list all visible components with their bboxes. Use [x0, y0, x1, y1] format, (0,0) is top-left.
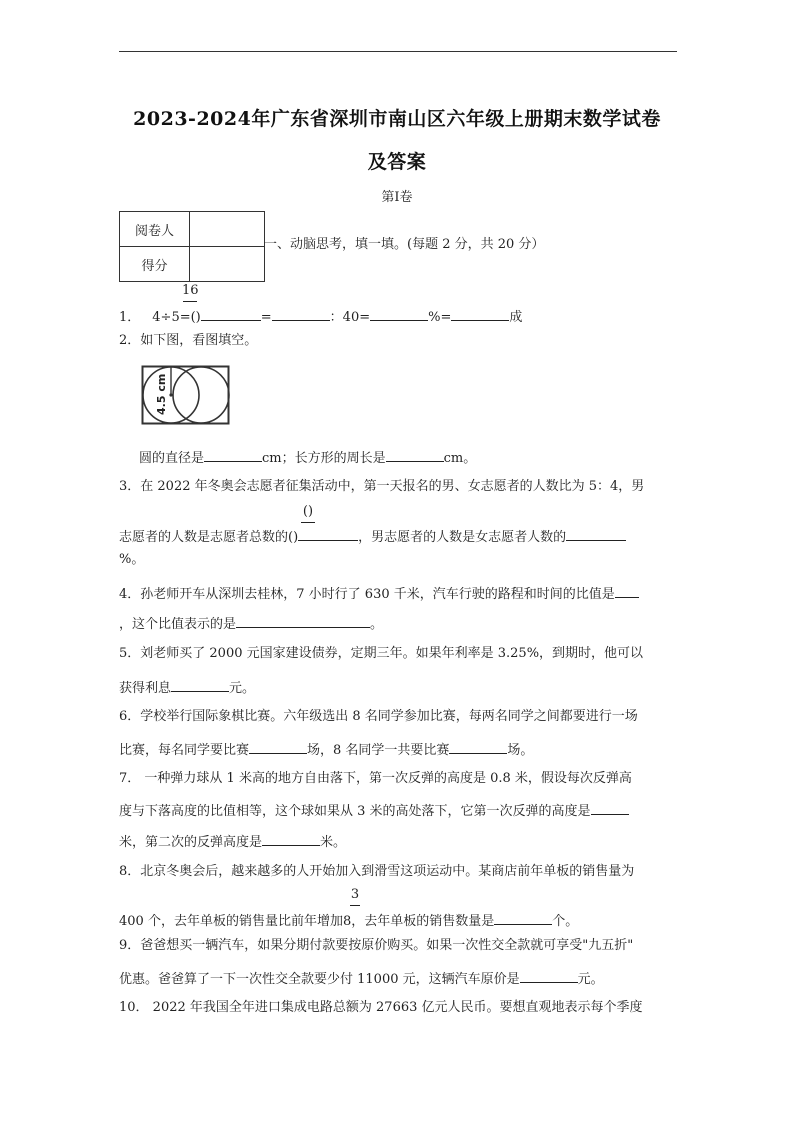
q3-blank-2[interactable] [566, 526, 626, 541]
question-6-line1: 6．学校举行国际象棋比赛。六年级选出 8 名同学参加比赛，每两名同学之间都要进行一场 [119, 709, 638, 724]
q3-fraction-numerator: () [302, 504, 314, 519]
section-heading: 一、动脑思考，填一填。(每题 2 分，共 20 分） [264, 237, 545, 252]
question-1: 1． 4÷5=() = ：40= %= 成 [119, 306, 522, 327]
question-2-answer: 圆的直径是 cm；长方形的周长是 cm。 [139, 447, 476, 468]
q9-blank-1[interactable] [520, 968, 578, 983]
score-label: 得分 [120, 247, 190, 282]
q5-blank-1[interactable] [171, 677, 229, 692]
score-cell[interactable] [190, 247, 265, 282]
q1-fraction-bar [183, 301, 197, 302]
q8-fraction-numerator: 3 [350, 887, 360, 902]
question-5-line2: 获得利息 元。 [119, 677, 255, 698]
radius-label: 4.5 cm [155, 373, 168, 415]
q4-blank-1[interactable] [615, 583, 639, 598]
score-table [119, 211, 265, 282]
q7-blank-2[interactable] [262, 831, 320, 846]
q2-blank-1[interactable] [204, 447, 262, 462]
q8-fraction-denominator: 8 [342, 914, 352, 929]
header-rule [119, 51, 677, 52]
reviewer-label: 阅卷人 [120, 212, 190, 247]
question-7-line1: 7． 一种弹力球从 1 米高的地方自由落下，第一次反弹的高度是 0.8 米，假设每次反弹高 [119, 771, 632, 786]
q1-fraction-numerator: 16 [182, 283, 199, 298]
q3-blank-1[interactable] [298, 526, 358, 541]
q8-fraction-bar [350, 905, 360, 906]
q6-blank-1[interactable] [249, 739, 307, 754]
q2-blank-2[interactable] [386, 447, 444, 462]
question-9-line1: 9．爸爸想买一辆汽车，如果分期付款要按原价购买。如果一次性交全款就可享受"九五折" [119, 938, 634, 953]
doc-title-line1: 2023-2024年广东省深圳市南山区六年级上册期末数学试卷 [133, 108, 661, 130]
q3-fraction-denominator: () [288, 530, 299, 545]
question-3-line3: %。 [119, 552, 145, 567]
doc-title-line2: 及答案 [367, 151, 427, 173]
q1-blank-2[interactable] [272, 306, 330, 321]
question-3-line1: 3．在 2022 年冬奥会志愿者征集活动中，第一天报名的男、女志愿者的人数比为 5：4，男 [119, 479, 645, 494]
question-7-line2: 度与下落高度的比值相等，这个球如果从 3 米的高处落下，它第一次反弹的高度是 [119, 800, 629, 821]
question-9-line2: 优惠。爸爸算了一下一次性交全款要少付 11000 元，这辆汽车原价是 元。 [119, 968, 604, 989]
question-2: 2．如下图，看图填空。 [119, 333, 258, 348]
question-7-line3: 米，第二次的反弹高度是 米。 [119, 831, 346, 852]
question-10-line1: 10． 2022 年我国全年进口集成电路总额为 27663 亿元人民币。要想直观地表示每个季度 [119, 1000, 643, 1015]
volume-label: 第Ⅰ卷 [381, 190, 413, 205]
q7-blank-1[interactable] [591, 800, 629, 815]
q1-blank-1[interactable] [201, 306, 261, 321]
q1-blank-3[interactable] [370, 306, 428, 321]
question-8-line2: 400 个，去年单板的销售量比前年增加8，去年单板的销售数量是 个。 [119, 910, 578, 931]
question-8-line1: 8．北京冬奥会后，越来越多的人开始加入到滑雪这项运动中。某商店前年单板的销售量为 [119, 864, 635, 879]
question-6-line2: 比赛，每名同学要比赛 场，8 名同学一共要比赛 场。 [119, 739, 533, 760]
q1-fraction-denominator: () [190, 310, 201, 325]
reviewer-cell[interactable] [190, 212, 265, 247]
circle-rectangle-figure [141, 365, 233, 427]
question-5-line1: 5．刘老师买了 2000 元国家建设债券，定期三年。如果年利率是 3.25%，到期时，他可以 [119, 646, 644, 661]
q4-blank-2[interactable] [236, 613, 370, 628]
question-4-line2: ，这个比值表示的是 。 [119, 613, 383, 634]
q6-blank-2[interactable] [449, 739, 507, 754]
q3-fraction-bar [301, 522, 315, 523]
q1-blank-4[interactable] [451, 306, 509, 321]
question-4-line1: 4．孙老师开车从深圳去桂林，7 小时行了 630 千米，汽车行驶的路程和时间的比值是 [119, 583, 639, 604]
question-3-line2: 志愿者的人数是志愿者总数的() ，男志愿者的人数是女志愿者人数的 [119, 526, 626, 547]
q8-blank-1[interactable] [494, 910, 552, 925]
